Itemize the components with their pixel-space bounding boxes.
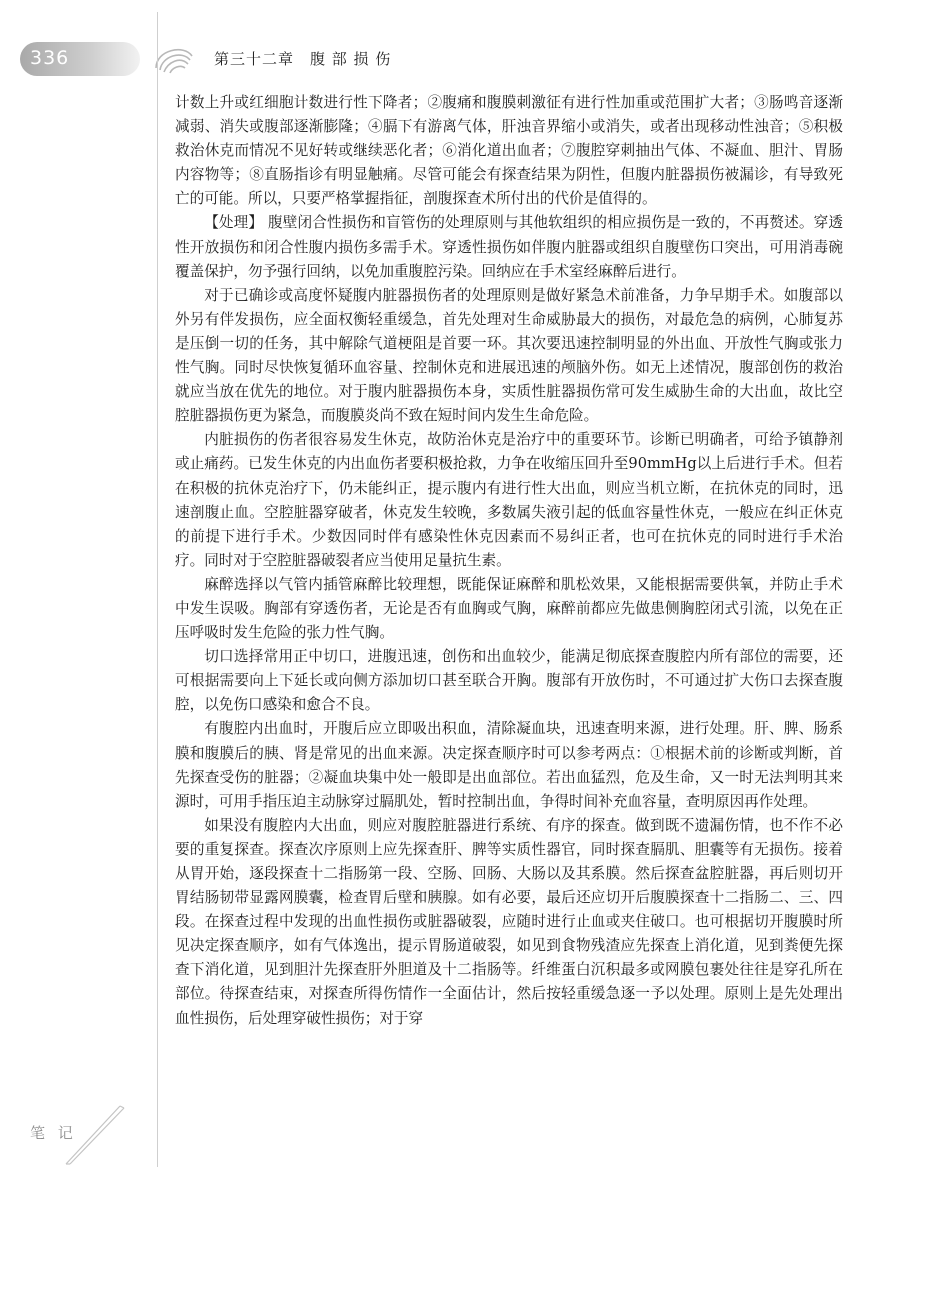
page-number: 336: [30, 47, 70, 69]
paragraph: 如果没有腹腔内大出血，则应对腹腔脏器进行系统、有序的探查。做到既不遗漏伤情，也不作不必要的重复探查。探查次序原则上应先探查肝、脾等实质性器官，同时探查膈肌、胆囊等有无损伤。接着从胃开始，逐段探查十二指肠第一段、空肠、回肠、大肠以及其系膜。然后探查盆腔脏器，再后则切开胃结肠韧带显露网膜囊，检查胃后壁和胰腺。如有必要，最后还应切开后腹膜探查十二指肠二、三、四段。在探查过程中发现的出血性损伤或脏器破裂，应随时进行止血或夹住破口。也可根据切开腹膜时所见决定探查顺序，如有气体逸出，提示胃肠道破裂，如见到食物残渣应先探查上消化道，见到粪便先探查下消化道，见到胆汁先探查肝外胆道及十二指肠等。纤维蛋白沉积最多或网膜包裹处往往是穿孔所在部位。待探查结束，对探查所得伤情作一全面估计，然后按轻重缓急逐一予以处理。原则上是先处理出血性损伤，后处理穿破性损伤；对于穿: [175, 816, 843, 1027]
body-text: [175, 91, 843, 1031]
notes-label: 笔 记: [30, 1124, 77, 1142]
pen-icon: [58, 1098, 130, 1170]
paragraph: 麻醉选择以气管内插管麻醉比较理想，既能保证麻醉和肌松效果，又能根据需要供氧，并防止手术中发生误吸。胸部有穿透伤者，无论是否有血胸或气胸，麻醉前都应先做患侧胸腔闭式引流，以免在正压呼吸时发生危险的张力性气胸。: [175, 575, 843, 642]
paragraph: 计数上升或红细胞计数进行性下降者；②腹痛和腹膜刺激征有进行性加重或范围扩大者；③肠鸣音逐渐减弱、消失或腹部逐渐膨隆；④膈下有游离气体，肝浊音界缩小或消失，或者出现移动性浊音；⑤积极救治休克而情况不见好转或继续恶化者；⑥消化道出血者；⑦腹腔穿刺抽出气体、不凝血、胆汁、胃肠内容物等；⑧直肠指诊有明显触痛。尽管可能会有探查结果为阴性，但腹内脏器损伤被漏诊，有导致死亡的可能。所以，只要严格掌握指征，剖腹探查术所付出的代价是值得的。: [175, 94, 843, 208]
margin-rule: [157, 12, 158, 1167]
paragraph: 【处理】 腹壁闭合性损伤和盲管伤的处理原则与其他软组织的相应损伤是一致的，不再赘述。穿透性开放损伤和闭合性腹内损伤多需手术。穿透性损伤如伴腹内脏器或组织自腹壁伤口突出，可用消毒碗覆盖保护，勿予强行回纳，以免加重腹腔污染。回纳应在手术室经麻醉后进行。: [175, 214, 843, 280]
paragraph: 切口选择常用正中切口，进腹迅速，创伤和出血较少，能满足彻底探查腹腔内所有部位的需要，还可根据需要向上下延长或向侧方添加切口甚至联合开胸。腹部有开放伤时，不可通过扩大伤口去探查腹腔，以免伤口感染和愈合不良。: [175, 648, 843, 714]
paragraph: 有腹腔内出血时，开腹后应立即吸出积血，清除凝血块，迅速查明来源，进行处理。肝、脾、肠系膜和腹膜后的胰、肾是常见的出血来源。决定探查顺序时可以参考两点：①根据术前的诊断或判断，首先探查受伤的脏器；②凝血块集中处一般即是出血部位。若出血猛烈，危及生命，又一时无法判明其来源时，可用手指压迫主动脉穿过膈肌处，暂时控制出血，争得时间补充血容量，查明原因再作处理。: [175, 720, 843, 810]
paragraph: 对于已确诊或高度怀疑腹内脏器损伤者的处理原则是做好紧急术前准备，力争早期手术。如腹部以外另有伴发损伤，应全面权衡轻重缓急，首先处理对生命威胁最大的损伤，对最危急的病例，心肺复苏是压倒一切的任务，其中解除气道梗阻是首要一环。其次要迅速控制明显的外出血、开放性气胸或张力性气胸。同时尽快恢复循环血容量、控制休克和进展迅速的颅脑外伤。如无上述情况，腹部创伤的救治就应当放在优先的地位。对于腹内脏器损伤本身，实质性脏器损伤常可发生威胁生命的大出血，故比空腔脏器损伤更为紧急，而腹膜炎尚不致在短时间内发生生命危险。: [175, 286, 843, 425]
paragraph: 内脏损伤的伤者很容易发生休克，故防治休克是治疗中的重要环节。诊断已明确者，可给予镇静剂或止痛药。已发生休克的内出血伤者要积极抢救，力争在收缩压回升至90mmHg以上后进行手术。但若在积极的抗休克治疗下，仍未能纠正，提示腹内有进行性大出血，则应当机立断，在抗休克的同时，迅速剖腹止血。空腔脏器穿破者，休克发生较晚，多数属失液引起的低血容量性休克，一般应在纠正休克的前提下进行手术。少数因同时伴有感染性休克因素而不易纠正者，也可在抗休克的同时进行手术治疗。同时对于空腔脏器破裂者应当使用足量抗生素。: [175, 431, 843, 569]
chapter-title: 第三十二章 腹 部 损 伤: [214, 50, 392, 68]
